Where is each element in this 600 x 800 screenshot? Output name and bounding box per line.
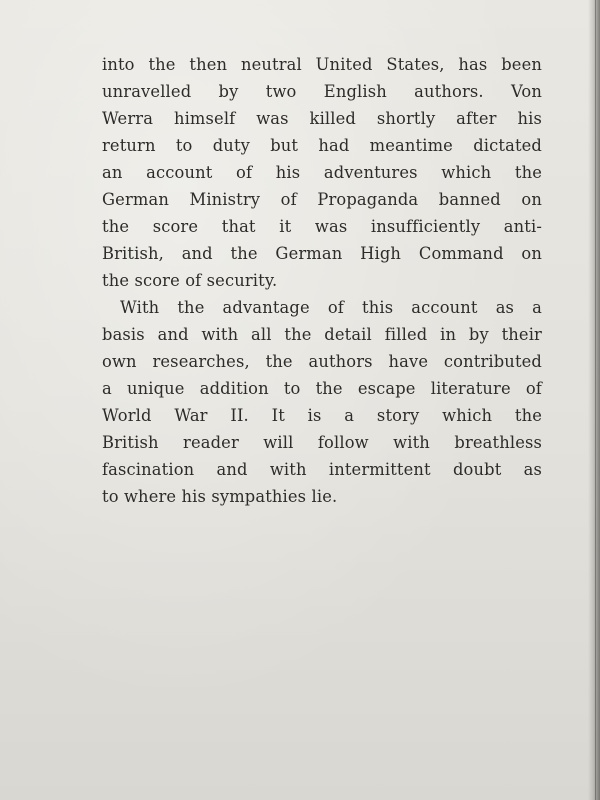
text-line: an account of his adventures which the — [102, 163, 542, 182]
paragraph-2 — [102, 294, 542, 510]
text-line: into the then neutral United States, has been — [102, 55, 542, 74]
page-edge-shadow — [588, 0, 600, 800]
text-line: the score of security. — [102, 271, 278, 290]
text-line: unravelled by two English authors. Von — [102, 82, 542, 101]
text-line: World War II. It is a story which the — [102, 406, 542, 425]
text-line: the score that it was insufficiently anti- — [102, 217, 542, 236]
text-line: Werra himself was killed shortly after his — [102, 109, 542, 128]
text-line: to where his sympathies lie. — [102, 487, 338, 506]
paragraph-1 — [102, 51, 542, 294]
page-edge-line — [595, 0, 596, 800]
text-line: return to duty but had meantime dictated — [102, 136, 542, 155]
text-line: own researches, the authors have contributed — [102, 352, 542, 371]
text-line: basis and with all the detail filled in by their — [102, 325, 542, 344]
text-line: fascination and with intermittent doubt as — [102, 460, 542, 479]
text-line: a unique addition to the escape literature of — [102, 379, 542, 398]
book-text-block — [102, 51, 542, 510]
text-line: With the advantage of this account as a — [120, 298, 542, 317]
text-line: British reader will follow with breathless — [102, 433, 542, 452]
text-line: German Ministry of Propaganda banned on — [102, 190, 542, 209]
text-line: British, and the German High Command on — [102, 244, 542, 263]
